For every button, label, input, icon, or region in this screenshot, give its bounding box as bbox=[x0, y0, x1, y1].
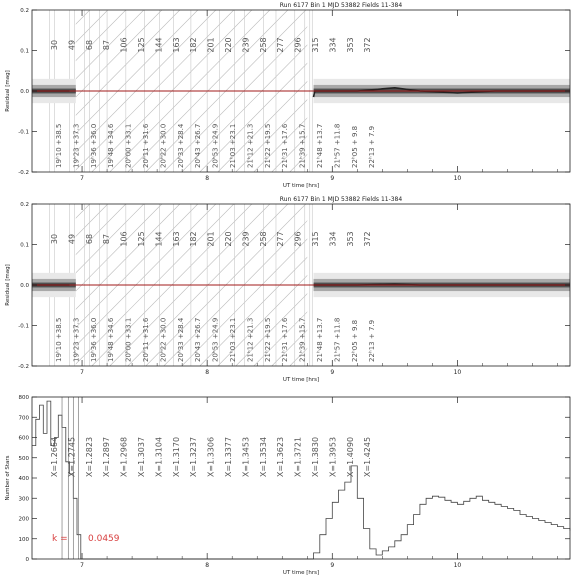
field-number-label: 201 bbox=[206, 37, 216, 53]
y-tick-label: 0.0 bbox=[20, 283, 29, 289]
field-number-label: 277 bbox=[276, 37, 286, 53]
field-coordinate-label: 20ʰ11 +31.6 bbox=[142, 317, 150, 362]
residual-panel-middle bbox=[0, 196, 576, 383]
airmass-label: X=1.2664 bbox=[50, 436, 59, 478]
field-number-label: 49 bbox=[67, 233, 77, 245]
field-coordinate-label: 20ʰ43 +26.7 bbox=[194, 317, 203, 362]
field-coordinate-label: 21ʰ48 +13.7 bbox=[316, 317, 324, 362]
field-coordinate-label: 20ʰ33 +28.4 bbox=[176, 123, 185, 168]
x-tick-label: 10 bbox=[453, 175, 462, 182]
x-tick-label: 9 bbox=[330, 369, 335, 376]
x-tick-label: 8 bbox=[205, 562, 210, 569]
star-count-panel bbox=[5, 395, 570, 576]
field-coordinate-label: 20ʰ22 +30.0 bbox=[159, 123, 168, 168]
field-number-label: 372 bbox=[363, 231, 373, 247]
y-tick-label: 0.0 bbox=[20, 89, 29, 95]
airmass-label: X=1.4245 bbox=[363, 436, 373, 478]
y-axis-label: Residual [mag] bbox=[5, 264, 11, 306]
x-axis-label: UT time [hrs] bbox=[282, 183, 320, 189]
field-coordinate-label: 20ʰ33 +28.4 bbox=[176, 317, 185, 362]
y-tick-label: 200 bbox=[18, 516, 29, 523]
field-coordinate-label: 21ʰ22 +19.5 bbox=[263, 123, 272, 168]
field-number-label: 334 bbox=[328, 37, 338, 53]
field-number-label: 125 bbox=[137, 37, 146, 53]
field-coordinate-label: 22ʰ13 + 7.9 bbox=[368, 319, 377, 362]
field-coordinate-label: 21ʰ03 +23.1 bbox=[229, 317, 237, 362]
x-axis-label: UT time [hrs] bbox=[282, 570, 320, 576]
x-axis-label: UT time [hrs] bbox=[282, 377, 320, 383]
field-number-label: 182 bbox=[189, 37, 199, 53]
field-number-label: 258 bbox=[258, 231, 268, 247]
field-number-label: 106 bbox=[119, 231, 129, 247]
field-coordinate-label: 19ʰ48 +34.6 bbox=[107, 317, 116, 362]
airmass-label: X=1.3377 bbox=[224, 436, 233, 478]
field-number-label: 220 bbox=[224, 231, 233, 247]
field-number-label: 296 bbox=[293, 231, 303, 247]
residual-panel-top bbox=[0, 2, 576, 189]
y-tick-label: 100 bbox=[18, 536, 29, 543]
field-coordinate-label: 21ʰ12 +21.3 bbox=[246, 123, 255, 168]
field-coordinate-label: 19ʰ36 +36.0 bbox=[89, 317, 98, 362]
field-number-label: 296 bbox=[293, 37, 303, 53]
field-number-label: 87 bbox=[102, 233, 112, 245]
field-coordinate-label: 19ʰ36 +36.0 bbox=[89, 123, 98, 168]
airmass-label: X=1.3037 bbox=[137, 436, 146, 478]
field-coordinate-label: 21ʰ39 +15.7 bbox=[298, 317, 307, 362]
field-number-label: 372 bbox=[363, 37, 373, 53]
x-tick-label: 10 bbox=[453, 562, 462, 569]
airmass-label: X=1.2823 bbox=[84, 436, 94, 478]
field-number-label: 239 bbox=[241, 37, 251, 53]
field-number-label: 144 bbox=[154, 37, 164, 53]
field-number-label: 334 bbox=[328, 231, 338, 247]
field-coordinate-label: 22ʰ05 + 9.8 bbox=[350, 125, 359, 168]
field-number-label: 182 bbox=[189, 231, 199, 247]
y-tick-label: 400 bbox=[18, 476, 29, 482]
airmass-label: X=1.3623 bbox=[276, 436, 286, 478]
airmass-label: X=1.3237 bbox=[189, 436, 199, 478]
field-number-label: 144 bbox=[154, 231, 164, 247]
airmass-label: X=1.2897 bbox=[102, 436, 112, 478]
x-tick-label: 7 bbox=[80, 562, 84, 569]
airmass-label: X=1.3453 bbox=[241, 436, 251, 478]
field-number-label: 49 bbox=[67, 39, 77, 51]
chart-title: Run 6177 Bin 1 MJD 53882 Fields 11-384 bbox=[279, 2, 403, 9]
airmass-label: X=1.4090 bbox=[345, 436, 355, 478]
k-annotation-value: 0.0459 bbox=[88, 534, 120, 544]
field-coordinate-label: 22ʰ05 + 9.8 bbox=[350, 319, 359, 362]
airmass-label: X=1.3104 bbox=[154, 436, 164, 478]
y-tick-label: -0.1 bbox=[18, 323, 29, 330]
y-axis-label: Number of Stars bbox=[5, 455, 11, 501]
y-tick-label: 500 bbox=[18, 455, 29, 462]
y-tick-label: 700 bbox=[18, 415, 29, 422]
field-number-label: 201 bbox=[206, 231, 216, 247]
field-number-label: 353 bbox=[345, 37, 355, 53]
y-tick-label: 0.2 bbox=[20, 8, 29, 14]
x-tick-label: 7 bbox=[80, 369, 84, 376]
chart-title: Run 6177 Bin 1 MJD 53882 Fields 11-384 bbox=[279, 196, 403, 203]
field-number-label: 353 bbox=[345, 231, 355, 247]
x-tick-label: 7 bbox=[80, 175, 84, 182]
field-number-label: 30 bbox=[50, 39, 59, 51]
field-number-label: 106 bbox=[119, 37, 129, 53]
field-number-label: 68 bbox=[84, 233, 94, 245]
field-number-label: 125 bbox=[137, 231, 146, 247]
airmass-label: X=1.3534 bbox=[258, 436, 268, 478]
field-number-label: 163 bbox=[171, 231, 181, 247]
field-coordinate-label: 20ʰ53 +24.9 bbox=[211, 123, 220, 168]
field-coordinate-label: 21ʰ48 +13.7 bbox=[316, 123, 324, 168]
y-tick-label: 0.2 bbox=[20, 202, 29, 208]
field-number-label: 87 bbox=[102, 39, 112, 51]
airmass-label: X=1.2745 bbox=[67, 436, 77, 478]
field-number-label: 258 bbox=[258, 37, 268, 53]
field-coordinate-label: 21ʰ39 +15.7 bbox=[298, 123, 307, 168]
airmass-label: X=1.3306 bbox=[206, 436, 216, 478]
field-coordinate-label: 21ʰ03 +23.1 bbox=[229, 123, 237, 168]
field-coordinate-label: 21ʰ57 +11.8 bbox=[333, 123, 342, 168]
field-coordinate-label: 20ʰ43 +26.7 bbox=[194, 123, 203, 168]
field-number-label: 315 bbox=[311, 37, 320, 53]
y-tick-label: -0.2 bbox=[18, 170, 29, 176]
field-coordinate-label: 20ʰ00 +33.1 bbox=[124, 317, 133, 362]
x-tick-label: 9 bbox=[330, 175, 335, 182]
field-coordinate-label: 19ʰ23 +37.3 bbox=[72, 123, 81, 168]
airmass-label: X=1.3830 bbox=[311, 436, 320, 478]
field-coordinate-label: 19ʰ48 +34.6 bbox=[107, 123, 116, 168]
field-coordinate-label: 20ʰ22 +30.0 bbox=[159, 317, 168, 362]
field-number-label: 163 bbox=[171, 37, 181, 53]
field-number-label: 68 bbox=[84, 39, 94, 51]
y-tick-label: 800 bbox=[18, 395, 29, 401]
airmass-label: X=1.3953 bbox=[328, 436, 338, 478]
k-annotation-label: k = bbox=[52, 534, 68, 544]
airmass-label: X=1.3721 bbox=[293, 436, 303, 478]
x-tick-label: 9 bbox=[330, 562, 335, 569]
y-tick-label: 600 bbox=[18, 435, 29, 442]
field-coordinate-label: 21ʰ31 +17.6 bbox=[281, 123, 290, 168]
field-coordinate-label: 19ʰ10 +38.5 bbox=[55, 317, 63, 362]
field-coordinate-label: 19ʰ10 +38.5 bbox=[55, 123, 63, 168]
field-coordinate-label: 21ʰ22 +19.5 bbox=[263, 317, 272, 362]
y-tick-label: -0.2 bbox=[18, 364, 29, 370]
field-coordinate-label: 21ʰ57 +11.8 bbox=[333, 317, 342, 362]
field-coordinate-label: 21ʰ31 +17.6 bbox=[281, 317, 290, 362]
y-tick-label: -0.1 bbox=[18, 129, 29, 136]
field-coordinate-label: 22ʰ13 + 7.9 bbox=[368, 125, 377, 168]
field-number-label: 277 bbox=[276, 231, 286, 247]
x-tick-label: 8 bbox=[205, 369, 210, 376]
field-number-label: 220 bbox=[224, 37, 233, 53]
y-axis-label: Residual [mag] bbox=[5, 70, 11, 112]
field-coordinate-label: 20ʰ11 +31.6 bbox=[142, 123, 150, 168]
y-tick-label: 300 bbox=[18, 496, 29, 503]
field-number-label: 315 bbox=[311, 231, 320, 247]
field-number-label: 239 bbox=[241, 231, 251, 247]
y-tick-label: 0.1 bbox=[20, 48, 29, 55]
x-tick-label: 8 bbox=[205, 175, 210, 182]
field-coordinate-label: 20ʰ00 +33.1 bbox=[124, 123, 133, 168]
field-coordinate-label: 20ʰ53 +24.9 bbox=[211, 317, 220, 362]
airmass-label: X=1.3170 bbox=[171, 436, 181, 478]
airmass-label: X=1.2968 bbox=[119, 436, 129, 478]
y-tick-label: 0 bbox=[25, 557, 29, 563]
field-number-label: 30 bbox=[50, 233, 59, 245]
y-tick-label: 0.1 bbox=[20, 242, 29, 249]
field-coordinate-label: 21ʰ12 +21.3 bbox=[246, 317, 255, 362]
x-tick-label: 10 bbox=[453, 369, 462, 376]
field-coordinate-label: 19ʰ23 +37.3 bbox=[72, 317, 81, 362]
